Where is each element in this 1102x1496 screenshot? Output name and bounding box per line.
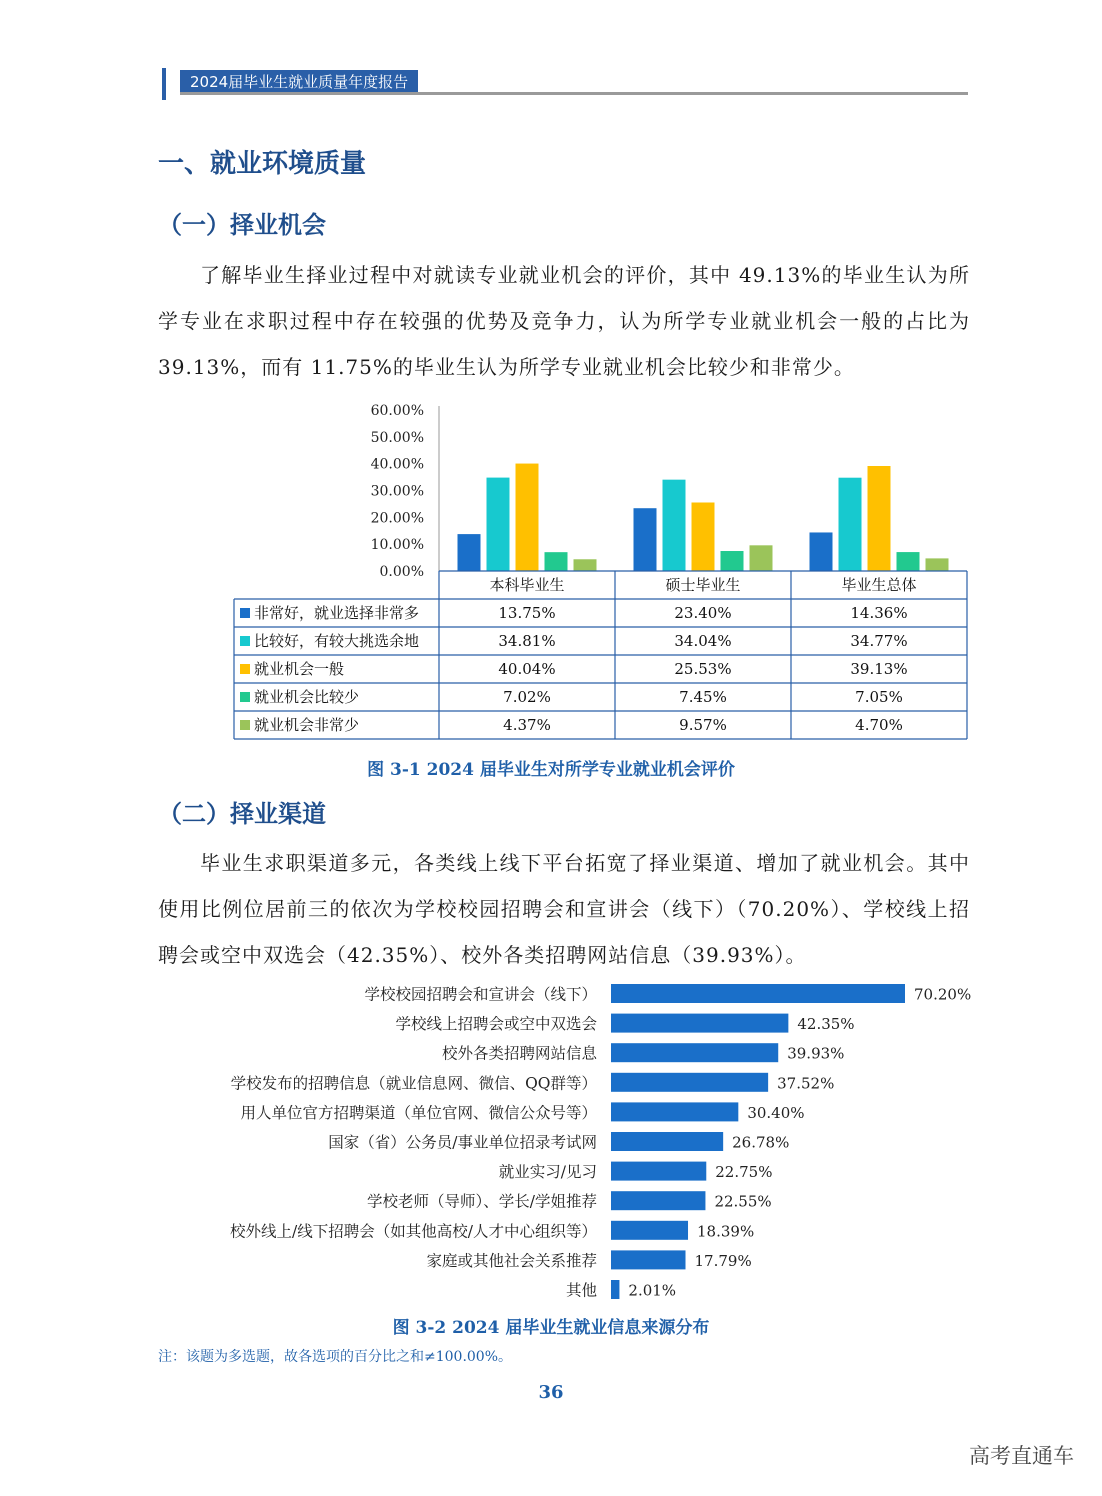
bar	[611, 1014, 788, 1033]
table-value: 7.02%	[503, 688, 551, 706]
y-tick-label: 60.00%	[370, 403, 424, 419]
report-header	[162, 68, 968, 100]
header-accent-bar	[162, 68, 166, 100]
category-label: 学校校园招聘会和宣讲会（线下）	[364, 985, 597, 1004]
data-label: 37.52%	[777, 1074, 835, 1093]
bar	[611, 1162, 706, 1181]
category-label: 学校线上招聘会或空中双选会	[395, 1015, 597, 1034]
bar	[692, 502, 715, 571]
report-title: 2024届毕业生就业质量年度报告	[180, 70, 418, 94]
bar	[750, 545, 773, 571]
table-value: 34.04%	[674, 632, 732, 650]
table-value: 14.36%	[850, 604, 908, 622]
bar	[810, 532, 833, 571]
table-value: 40.04%	[498, 660, 556, 678]
bar	[574, 559, 597, 571]
category-label: 校外线上/线下招聘会（如其他高校/人才中心组织等）	[230, 1222, 597, 1241]
bar	[926, 558, 949, 571]
paragraph-opportunity: 了解毕业生择业过程中对就读专业就业机会的评价，其中 49.13%的毕业生认为所学专业在求职过程中存在较强的优势及竞争力，认为所学专业就业机会一般的占比为 39.13%，而有 11.75%的毕业生认为所学专业就业机会比较少和非常少。	[158, 263, 970, 379]
legend-label: 比较好，有较大挑选余地	[254, 632, 420, 650]
data-label: 18.39%	[697, 1222, 755, 1241]
bar	[611, 1132, 723, 1151]
bar	[458, 534, 481, 571]
subsection-title-channels: （二）择业渠道	[158, 800, 326, 828]
y-tick-label: 30.00%	[370, 483, 424, 500]
y-tick-label: 0.00%	[379, 564, 424, 580]
table-value: 4.37%	[503, 716, 551, 734]
paragraph-channels: 毕业生求职渠道多元，各类线上线下平台拓宽了择业渠道、增加了就业机会。其中使用比例位居前三的依次为学校校园招聘会和宣讲会（线下）（70.20%）、学校线上招聘会或空中双选会（42.35%）、校外各类招聘网站信息（39.93%）。	[158, 851, 970, 967]
data-label: 26.78%	[732, 1133, 790, 1152]
figure-caption-3-1: 图 3-1 2024 届毕业生对所学专业就业机会评价	[367, 760, 735, 780]
data-label: 39.93%	[787, 1044, 845, 1063]
y-tick-label: 10.00%	[370, 537, 424, 554]
legend-swatch	[240, 664, 250, 674]
y-tick-label: 40.00%	[370, 456, 424, 473]
data-label: 22.55%	[714, 1192, 772, 1211]
header-rule	[180, 92, 968, 95]
bar	[868, 466, 891, 571]
legend-label: 就业机会比较少	[254, 688, 360, 706]
bar	[611, 1102, 738, 1121]
legend-label: 就业机会一般	[254, 660, 345, 678]
data-label: 42.35%	[797, 1015, 855, 1034]
table-value: 34.81%	[498, 632, 556, 650]
table-value: 7.05%	[855, 688, 903, 706]
employment-opportunity-chart	[232, 398, 972, 743]
bar	[839, 478, 862, 571]
bar	[611, 1073, 768, 1092]
category-label: 本科毕业生	[489, 576, 565, 594]
bar	[611, 1043, 778, 1062]
multi-choice-note: 注：该题为多选题，故各选项的百分比之和≠100.00%。	[158, 1349, 513, 1365]
category-label: 毕业生总体	[841, 576, 917, 594]
job-info-source-chart	[140, 978, 1000, 1308]
table-value: 23.40%	[674, 604, 732, 622]
data-label: 22.75%	[715, 1163, 773, 1182]
table-value: 7.45%	[679, 688, 727, 706]
bar	[897, 552, 920, 571]
table-value: 9.57%	[679, 716, 727, 734]
category-label: 国家（省）公务员/事业单位招录考试网	[328, 1133, 597, 1152]
bar	[663, 480, 686, 571]
table-value: 34.77%	[850, 632, 908, 650]
bar	[611, 1191, 705, 1210]
bar	[545, 552, 568, 571]
bar	[516, 464, 539, 571]
category-label: 硕士毕业生	[665, 576, 741, 594]
bar	[611, 1221, 688, 1240]
data-label: 30.40%	[747, 1103, 805, 1122]
legend-label: 就业机会非常少	[254, 716, 360, 734]
legend-swatch	[240, 692, 250, 702]
legend-swatch	[240, 608, 250, 618]
section-title: 一、就业环境质量	[158, 149, 367, 179]
y-tick-label: 20.00%	[370, 510, 424, 527]
data-label: 2.01%	[628, 1281, 677, 1300]
category-label: 学校老师（导师）、学长/学姐推荐	[367, 1192, 597, 1211]
bar	[721, 551, 744, 571]
category-label: 校外各类招聘网站信息	[441, 1044, 597, 1063]
legend-swatch	[240, 720, 250, 730]
data-label: 17.79%	[694, 1251, 752, 1270]
subsection-title-opportunity: （一）择业机会	[158, 211, 326, 239]
category-label: 家庭或其他社会关系推荐	[426, 1251, 597, 1270]
watermark-text: 高考直通车	[969, 1444, 1074, 1468]
category-label: 用人单位官方招聘渠道（单位官网、微信公众号等）	[240, 1103, 597, 1122]
bar	[611, 1250, 686, 1269]
table-value: 39.13%	[850, 660, 908, 678]
figure-caption-3-2: 图 3-2 2024 届毕业生就业信息来源分布	[392, 1318, 710, 1338]
bar	[634, 508, 657, 571]
page-number: 36	[538, 1382, 564, 1403]
category-label: 其他	[565, 1281, 597, 1300]
legend-swatch	[240, 636, 250, 646]
bar	[611, 1280, 619, 1299]
table-value: 4.70%	[855, 716, 903, 734]
category-label: 就业实习/见习	[498, 1163, 597, 1182]
data-label: 70.20%	[914, 985, 972, 1004]
bar	[611, 984, 905, 1003]
y-tick-label: 50.00%	[370, 429, 424, 446]
table-value: 13.75%	[498, 604, 556, 622]
legend-label: 非常好，就业选择非常多	[254, 604, 420, 622]
table-value: 25.53%	[674, 660, 732, 678]
category-label: 学校发布的招聘信息（就业信息网、微信、QQ群等）	[230, 1074, 597, 1093]
bar	[487, 478, 510, 571]
